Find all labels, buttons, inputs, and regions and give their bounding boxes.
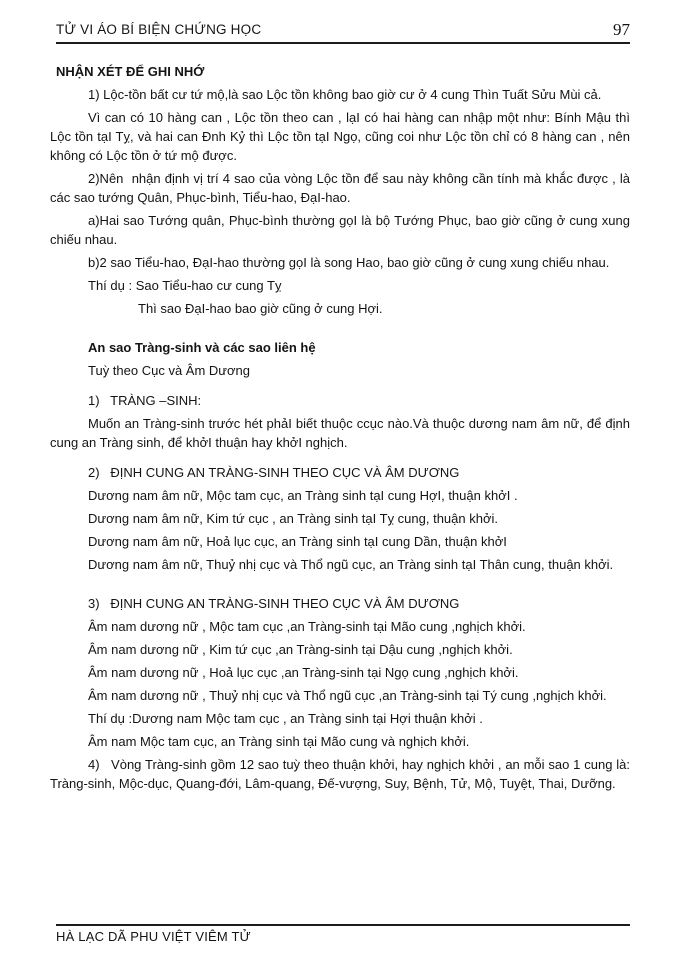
- subsection-heading: An sao Tràng-sinh và các sao liên hệ: [88, 340, 316, 355]
- page-header: [56, 0, 630, 44]
- paragraph: Âm nam dương nữ , Mộc tam cục ,an Tràng-sinh tại Mão cung ,nghịch khởi.: [88, 619, 526, 634]
- paragraph: Vì can có 10 hàng can , Lộc tồn theo can , lạI có hai hàng can nhập một như: Bính Mậu thì Lộc tồn tạI Tỵ, và hai can Đnh Kỷ thì Lộc tồn tạI Ngọ, cũng coi như Lộc tồn chỉ có 8 hàng can , nên không có Lộc tồn ở tứ mộ được.: [50, 110, 630, 163]
- example-line: Âm nam Mộc tam cục, an Tràng sinh tại Mão cung và nghịch khởi.: [88, 734, 470, 749]
- footer-author: HÀ LẠC DÃ PHU VIỆT VIÊM TỬ: [56, 929, 251, 944]
- paragraph: 2)Nên nhận định vị trí 4 sao của vòng Lộc tồn để sau này không cần tính mà khắc được , là các sao tướng Quân, Phục-bình, Tiểu-hao, ĐạI-hao.: [50, 171, 630, 205]
- paragraph: Tuỳ theo Cục và Âm Dương: [88, 363, 250, 378]
- paragraph: Âm nam dương nữ , Hoả lục cục ,an Tràng-sinh tại Ngọ cung ,nghịch khởi.: [88, 665, 519, 680]
- paragraph: Dương nam âm nữ, Mộc tam cục, an Tràng sinh tạI cung HợI, thuận khởI .: [88, 488, 518, 503]
- paragraph: Muốn an Tràng-sinh trước hét phảI biết thuộc ccục nào.Và thuộc dương nam âm nữ, để định cung an Tràng sinh, để khởI thuận hay khởI nghịch.: [50, 416, 630, 450]
- paragraph: 4) Vòng Tràng-sinh gồm 12 sao tuỳ theo thuận khởi, hay nghịch khởi , an mỗi sao 1 cung là: Tràng-sinh, Mộc-dục, Quang-đới, Lâm-quang, Đế-vượng, Suy, Bệnh, Tử, Mộ, Tuyệt, Thai, Dưỡng.: [50, 757, 630, 791]
- example-line: Thí dụ : Sao Tiểu-hao cư cung Tỵ: [88, 278, 282, 293]
- paragraph: Dương nam âm nữ, Hoả lục cục, an Tràng sinh tạI cung Dần, thuận khởI: [88, 534, 507, 549]
- page-body: [0, 62, 686, 793]
- paragraph: a)Hai sao Tướng quân, Phục-bình thường gọI là bộ Tướng Phục, bao giờ cũng ở cung xung chiếu nhau.: [50, 213, 630, 247]
- example-line: Thì sao ĐạI-hao bao giờ cũng ở cung Hợi.: [138, 301, 383, 316]
- section-heading: NHẬN XÉT ĐỂ GHI NHỚ: [56, 64, 205, 79]
- page-footer: [56, 924, 630, 944]
- example-line: Thí dụ :Dương nam Mộc tam cục , an Tràng sinh tại Hợi thuận khởi .: [88, 711, 483, 726]
- paragraph: Âm nam dương nữ , Thuỷ nhị cục và Thổ ngũ cục ,an Tràng-sinh tại Tý cung ,nghịch khởi.: [88, 688, 607, 703]
- running-title: TỬ VI ÁO BÍ BIỆN CHỨNG HỌC: [56, 22, 262, 37]
- numbered-heading: 3) ĐỊNH CUNG AN TRÀNG-SINH THEO CỤC VÀ ÂM DƯƠNG: [88, 596, 460, 611]
- paragraph: Dương nam âm nữ, Kim tứ cục , an Tràng sinh tạI Tỵ cung, thuận khởi.: [88, 511, 498, 526]
- paragraph: Âm nam dương nữ , Kim tứ cục ,an Tràng-sinh tại Dậu cung ,nghịch khởi.: [88, 642, 513, 657]
- numbered-heading: 2) ĐỊNH CUNG AN TRÀNG-SINH THEO CỤC VÀ ÂM DƯƠNG: [88, 465, 460, 480]
- paragraph: 1) Lộc-tồn bất cư tứ mộ,là sao Lộc tồn không bao giờ cư ở 4 cung Thìn Tuất Sửu Mùi cả.: [88, 87, 602, 102]
- numbered-heading: 1) TRÀNG –SINH:: [88, 393, 202, 408]
- paragraph: Dương nam âm nữ, Thuỷ nhị cục và Thổ ngũ cục, an Tràng sinh tạI Thân cung, thuận khởi.: [88, 557, 614, 572]
- paragraph: b)2 sao Tiểu-hao, ĐạI-hao thường gọI là song Hao, bao giờ cũng ở cung xung chiếu nhau.: [88, 255, 610, 270]
- page-number: 97: [613, 20, 630, 39]
